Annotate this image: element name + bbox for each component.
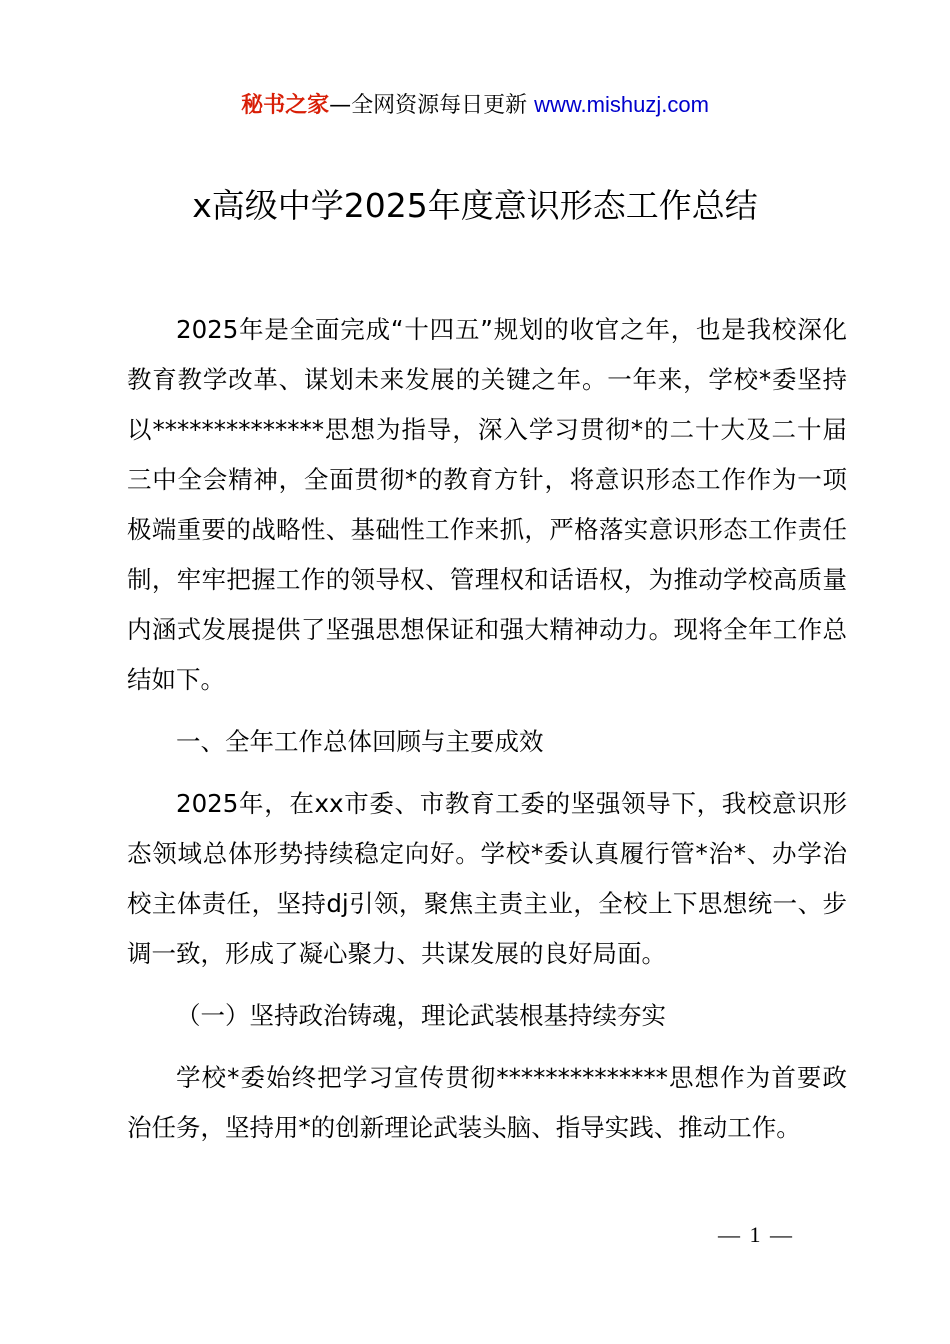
site-tagline: —全网资源每日更新 (329, 93, 535, 118)
section-1-paragraph: 2025年，在xx市委、市教育工委的坚强领导下，我校意识形态领域总体形势持续稳定向好。学校*委认真履行管*治*、办学治校主体责任，坚持dj引领，聚焦主责主业，全校上下思想统一、步调一致，形成了凝心聚力、共谋发展的良好局面。 (127, 789, 847, 968)
subsection-heading-1: （一）坚持政治铸魂，理论武装根基持续夯实 (176, 1001, 666, 1030)
section-heading-1: 一、全年工作总体回顾与主要成效 (176, 727, 544, 756)
site-banner (0, 88, 950, 123)
site-brand: 秘书之家 (241, 93, 330, 118)
intro-paragraph: 2025年是全面完成“十四五”规划的收官之年，也是我校深化教育教学改革、谋划未来发展的关键之年。一年来，学校*委坚持以**************思想为指导，深入学习贯彻*的二十大及二十届三中全会精神，全面贯彻*的教育方针，将意识形态工作作为一项极端重要的战略性、基础性工作来抓，严格落实意识形态工作责任制，牢牢把握工作的领导权、管理权和话语权，为推动学校高质量内涵式发展提供了坚强思想保证和强大精神动力。现将全年工作总结如下。 (127, 315, 847, 694)
page-number: — 1 — (718, 1222, 794, 1247)
document-body (127, 305, 847, 1165)
document-title: x高级中学2025年度意识形态工作总结 (192, 186, 758, 225)
site-url-link[interactable]: www.mishuzj.com (534, 92, 709, 117)
subsection-1-paragraph: 学校*委始终把学习宣传贯彻**************思想作为首要政治任务，坚持用*的创新理论武装头脑、指导实践、推动工作。 (127, 1063, 847, 1142)
